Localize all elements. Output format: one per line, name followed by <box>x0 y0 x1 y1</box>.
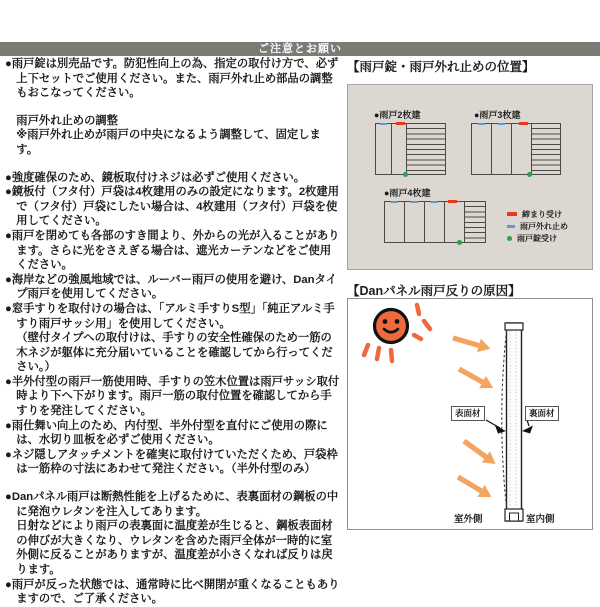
note-item: 日射などにより雨戸の表裏面に温度差が生じると、鋼板表面材の伸びが大きくなり、ウレタンを含めた雨戸全体が一時的に室外側に反ることがありますが、温度差が小さくなれば反りは戻ります。 <box>16 520 333 576</box>
warp-line <box>502 331 507 507</box>
shutter-panel <box>425 202 445 242</box>
note-item: ●雨戸錠は別売品です。防犯性向上の為、指定の取付け方で、必ず上下セットでご使用ください。また、雨戸外れ止め部品の調整もおこなってください。 <box>5 58 339 100</box>
legend-label: 雨戸外れ止め <box>520 221 568 231</box>
note-item: （壁付タイプへの取付けは、手すりの安全性確保のため一筋の木ネジが躯体に充分届いていることを確認してから行ってください。） <box>16 332 333 374</box>
stopper-marker-icon <box>507 225 515 228</box>
note-item: ●雨戸が反った状態では、通常時に比べ開閉が重くなることもありますので、ご了承ください。 <box>5 578 340 606</box>
diagram-label-3panel: ●雨戸3枚建 <box>474 110 521 120</box>
diagram-label-4panel: ●雨戸4枚建 <box>384 188 431 198</box>
shutter-panel-side-view <box>502 323 523 521</box>
legend-item <box>507 232 568 244</box>
legend-item <box>507 220 568 232</box>
shutter-panel <box>385 202 405 242</box>
legend-label: 締まり受け <box>522 209 562 219</box>
figure2-title: 【Danパネル雨戸反りの原因】 <box>347 284 521 298</box>
lock-marker <box>457 240 462 245</box>
shutter-diagram-3panel <box>471 123 561 175</box>
shutter-panel <box>512 124 532 174</box>
note-item: ●窓手すりを取付けの場合は、「アルミ手すりS型」「純正アルミ手すり雨戸サッシ用」を使用してください。 <box>5 302 335 330</box>
legend-item <box>507 208 568 220</box>
shutter-diagram-4panel <box>384 201 486 243</box>
stopper-marker <box>478 123 485 126</box>
front-material-label: 表面材 <box>451 406 485 421</box>
note-item: ●鏡板付（フタ付）戸袋は4枚建用のみの設定になります。2枚建用で（フタ付）戸袋にしたい場合は、4枚建用（フタ付）戸袋を使用してください。 <box>5 186 340 228</box>
shutter-panel <box>392 124 408 174</box>
legend <box>507 208 568 244</box>
indoor-side-label: 室内側 <box>526 514 555 525</box>
note-item: ●強度確保のため、鏡板取付けネジは必ずご使用ください。 <box>5 171 306 184</box>
stopper-marker <box>411 201 418 204</box>
legend-label: 雨戸錠受け <box>517 233 557 243</box>
shutter-box-hatch <box>465 202 485 242</box>
shutter-panel <box>445 202 465 242</box>
lock-marker <box>403 172 408 177</box>
shutter-diagram-2panel <box>375 123 446 175</box>
figure1-title: 【雨戸錠・雨戸外れ止めの位置】 <box>347 60 535 74</box>
stopper-marker <box>391 201 398 204</box>
note-item: ●雨仕舞い向上のため、内付型、半外付型を直付にご使用の際には、水切り皿板を必ずご使用ください。 <box>5 419 328 447</box>
shutter-box-hatch <box>407 124 445 174</box>
stopper-marker <box>431 201 438 204</box>
shutter-panel <box>472 124 492 174</box>
sun-icon <box>364 305 430 361</box>
note-item: 雨戸外れ止めの調整 <box>16 114 118 127</box>
shutter-box-hatch <box>532 124 560 174</box>
diagram-label-2panel: ●雨戸2枚建 <box>374 110 421 120</box>
shutter-panel <box>376 124 392 174</box>
figure1-box <box>347 84 593 270</box>
note-item: ●雨戸を閉めても各部のすき間より、外からの光が入ることがあります。さらに光をさえぎる場合は、遮光カーテンなどをご使用ください。 <box>5 229 340 272</box>
shutter-panel <box>405 202 425 242</box>
note-item: ●ネジ隠しアタッチメントを確実に取付けていただくため、戸袋枠は一筋枠の寸法にあわせて発注ください。（半外付型のみ） <box>5 448 338 476</box>
stopper-marker <box>380 123 387 126</box>
shutter-panel <box>492 124 512 174</box>
note-item: ●半外付型の雨戸一筋使用時、手すりの笠木位置は雨戸サッシ取付時より下へ下がります。雨戸一筋の取付位置を確認してから手すりを発注してください。 <box>5 375 340 418</box>
section-header-bar <box>0 42 600 56</box>
latch-marker-icon <box>507 212 517 216</box>
lock-marker-icon <box>507 236 512 241</box>
latch-marker <box>448 200 457 203</box>
back-material-label: 裏面材 <box>525 406 559 421</box>
notes-column <box>5 57 341 607</box>
stopper-marker <box>498 123 505 126</box>
note-item: ●海岸などの強風地域では、ルーバー雨戸の使用を避け、Danタイプ雨戸を使用してください。 <box>5 273 337 301</box>
outdoor-side-label: 室外側 <box>454 514 483 525</box>
latch-marker <box>519 122 528 125</box>
lock-marker <box>527 172 532 177</box>
section-header-title: ご注意とお願い <box>258 43 342 55</box>
figure2-box <box>347 298 593 530</box>
latch-marker <box>396 122 405 125</box>
note-item: ●Danパネル雨戸は断熱性能を上げるために、表裏面材の鋼板の中に発泡ウレタンを注入してあります。 <box>5 491 339 518</box>
note-item: ※雨戸外れ止めが雨戸の中央になるよう調整して、固定します。 <box>16 129 321 156</box>
